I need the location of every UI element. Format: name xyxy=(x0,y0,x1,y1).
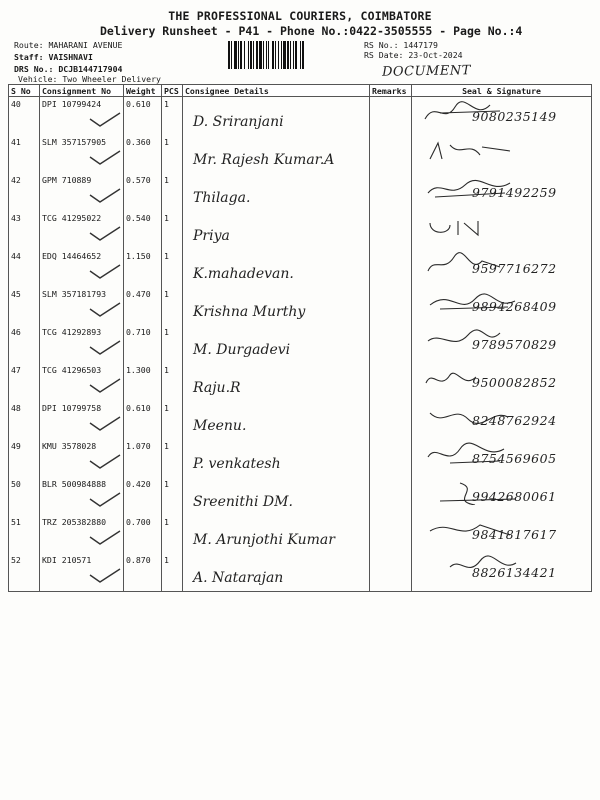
row-remarks xyxy=(370,249,412,287)
consignee-name-handwritten: Mr. Rajesh Kumar.A xyxy=(193,152,335,168)
row-consignment-no xyxy=(40,211,124,249)
row-signature xyxy=(412,477,592,515)
row-sno: 47 xyxy=(9,363,40,401)
receiver-phone-handwritten: 9789570829 xyxy=(472,337,557,352)
table-row xyxy=(9,439,592,477)
row-pcs: 1 xyxy=(162,515,183,553)
row-consignee xyxy=(183,401,370,439)
col-signature-header: Seal & Signature xyxy=(412,85,592,97)
col-pcs-header: PCS xyxy=(162,85,183,97)
checkmark-icon xyxy=(88,453,122,469)
consignee-name-handwritten: K.mahadevan. xyxy=(193,266,294,282)
row-pcs: 1 xyxy=(162,401,183,439)
checkmark-icon xyxy=(88,415,122,431)
table-row xyxy=(9,325,592,363)
row-weight: 0.710 xyxy=(124,325,162,363)
row-sno: 44 xyxy=(9,249,40,287)
consignment-number: BLR 500984888 xyxy=(42,479,107,489)
consignee-name-handwritten: Thilaga. xyxy=(193,190,251,206)
row-sno: 43 xyxy=(9,211,40,249)
checkmark-icon xyxy=(88,529,122,545)
consignee-name-handwritten: Raju.R xyxy=(193,380,241,396)
row-signature xyxy=(412,287,592,325)
table-row xyxy=(9,477,592,515)
checkmark-icon xyxy=(88,377,122,393)
consignee-name-handwritten: M. Durgadevi xyxy=(193,342,291,358)
row-consignee xyxy=(183,173,370,211)
checkmark-icon xyxy=(88,567,122,583)
receiver-phone-handwritten: 9500082852 xyxy=(472,375,557,390)
runsheet-subtitle: Delivery Runsheet - P41 - Phone No.:0422-3505555 - Page No.:4 xyxy=(100,24,523,38)
row-pcs: 1 xyxy=(162,363,183,401)
table-row xyxy=(9,249,592,287)
row-consignment-no xyxy=(40,135,124,173)
checkmark-icon xyxy=(88,149,122,165)
col-consignment-header: Consignment No xyxy=(40,85,124,97)
vehicle-text: Vehicle: Two Wheeler Delivery xyxy=(18,74,161,84)
consignment-number: TCG 41292893 xyxy=(42,327,102,337)
consignment-number: GPM 710889 xyxy=(42,175,92,185)
staff-text: Staff: VAISHNAVI xyxy=(14,52,93,62)
row-consignment-no xyxy=(40,173,124,211)
row-weight: 0.540 xyxy=(124,211,162,249)
row-signature xyxy=(412,325,592,363)
col-weight-header: Weight xyxy=(124,85,162,97)
receiver-phone-handwritten: 8754569605 xyxy=(472,451,557,466)
row-pcs: 1 xyxy=(162,211,183,249)
receiver-phone-handwritten: 9894268409 xyxy=(472,299,557,314)
row-signature xyxy=(412,401,592,439)
row-remarks xyxy=(370,477,412,515)
signature-scribble xyxy=(420,137,540,163)
row-sno: 45 xyxy=(9,287,40,325)
table-row xyxy=(9,401,592,439)
checkmark-icon xyxy=(88,263,122,279)
row-consignee xyxy=(183,287,370,325)
consignee-name-handwritten: Priya xyxy=(193,228,230,244)
row-consignment-no xyxy=(40,477,124,515)
table-row xyxy=(9,173,592,211)
table-row xyxy=(9,97,592,136)
row-signature xyxy=(412,97,592,136)
row-weight: 0.470 xyxy=(124,287,162,325)
row-remarks xyxy=(370,325,412,363)
row-remarks xyxy=(370,97,412,136)
row-pcs: 1 xyxy=(162,325,183,363)
row-pcs: 1 xyxy=(162,477,183,515)
col-consignee-header: Consignee Details xyxy=(183,85,370,97)
row-pcs: 1 xyxy=(162,287,183,325)
route-text: Route: MAHARANI AVENUE xyxy=(14,40,123,50)
row-remarks xyxy=(370,287,412,325)
row-pcs: 1 xyxy=(162,249,183,287)
row-sno: 46 xyxy=(9,325,40,363)
row-consignment-no xyxy=(40,401,124,439)
consignee-name-handwritten: M. Arunjothi Kumar xyxy=(193,532,335,548)
row-signature xyxy=(412,363,592,401)
checkmark-icon xyxy=(88,301,122,317)
table-row xyxy=(9,211,592,249)
row-weight: 0.870 xyxy=(124,553,162,592)
row-weight: 1.150 xyxy=(124,249,162,287)
consignment-number: KDI 210571 xyxy=(42,555,92,565)
receiver-phone-handwritten: 9080235149 xyxy=(472,109,557,124)
row-consignee xyxy=(183,553,370,592)
receiver-phone-handwritten: 9791492259 xyxy=(472,185,557,200)
row-weight: 0.420 xyxy=(124,477,162,515)
row-remarks xyxy=(370,211,412,249)
row-pcs: 1 xyxy=(162,439,183,477)
consignment-number: TRZ 205382880 xyxy=(42,517,107,527)
row-pcs: 1 xyxy=(162,553,183,592)
checkmark-icon xyxy=(88,187,122,203)
signature-scribble xyxy=(420,213,540,239)
row-signature xyxy=(412,135,592,173)
row-remarks xyxy=(370,363,412,401)
row-weight: 1.070 xyxy=(124,439,162,477)
row-sno: 52 xyxy=(9,553,40,592)
row-remarks xyxy=(370,135,412,173)
row-weight: 0.610 xyxy=(124,97,162,136)
table-header-row xyxy=(9,85,592,97)
table-row xyxy=(9,135,592,173)
row-sno: 48 xyxy=(9,401,40,439)
row-sno: 40 xyxy=(9,97,40,136)
document-handwritten-note: DOCUMENT xyxy=(381,63,471,80)
row-consignee xyxy=(183,135,370,173)
row-sno: 41 xyxy=(9,135,40,173)
consignee-name-handwritten: Meenu. xyxy=(193,418,247,434)
runsheet-title: THE PROFESSIONAL COURIERS, COIMBATORE xyxy=(168,9,432,23)
row-signature xyxy=(412,173,592,211)
consignment-number: TCG 41296503 xyxy=(42,365,102,375)
consignee-name-handwritten: Krishna Murthy xyxy=(193,304,306,320)
row-signature xyxy=(412,439,592,477)
row-consignment-no xyxy=(40,249,124,287)
row-remarks xyxy=(370,401,412,439)
receiver-phone-handwritten: 9841817617 xyxy=(472,527,557,542)
consignee-name-handwritten: Sreenithi DM. xyxy=(193,494,293,510)
row-sno: 49 xyxy=(9,439,40,477)
row-sno: 42 xyxy=(9,173,40,211)
row-consignment-no xyxy=(40,325,124,363)
row-consignee xyxy=(183,363,370,401)
row-consignment-no xyxy=(40,553,124,592)
checkmark-icon xyxy=(88,225,122,241)
row-consignee xyxy=(183,249,370,287)
drs-number: DRS No.: DCJB144717904 xyxy=(14,64,123,74)
table-row xyxy=(9,363,592,401)
consignee-name-handwritten: A. Natarajan xyxy=(193,570,284,586)
consignment-number: KMU 3578028 xyxy=(42,441,97,451)
row-signature xyxy=(412,515,592,553)
consignment-number: SLM 357157905 xyxy=(42,137,107,147)
receiver-phone-handwritten: 8826134421 xyxy=(472,565,557,580)
receiver-phone-handwritten: 8248762924 xyxy=(472,413,557,428)
row-pcs: 1 xyxy=(162,135,183,173)
row-consignment-no xyxy=(40,439,124,477)
row-consignee xyxy=(183,439,370,477)
consignee-name-handwritten: D. Sriranjani xyxy=(193,114,284,130)
row-weight: 0.610 xyxy=(124,401,162,439)
rs-date: RS Date: 23-Oct-2024 xyxy=(364,50,463,60)
rs-number: RS No.: 1447179 xyxy=(364,40,438,50)
checkmark-icon xyxy=(88,111,122,127)
table-row xyxy=(9,553,592,592)
consignee-name-handwritten: P. venkatesh xyxy=(193,456,281,472)
row-pcs: 1 xyxy=(162,97,183,136)
row-remarks xyxy=(370,173,412,211)
row-weight: 0.700 xyxy=(124,515,162,553)
table-row xyxy=(9,287,592,325)
row-consignment-no xyxy=(40,515,124,553)
col-remarks-header: Remarks xyxy=(370,85,412,97)
row-weight: 1.300 xyxy=(124,363,162,401)
row-consignee xyxy=(183,477,370,515)
row-sno: 51 xyxy=(9,515,40,553)
checkmark-icon xyxy=(88,339,122,355)
row-weight: 0.360 xyxy=(124,135,162,173)
row-consignee xyxy=(183,97,370,136)
row-signature xyxy=(412,249,592,287)
row-consignment-no xyxy=(40,97,124,136)
consignment-number: DPI 10799424 xyxy=(42,99,102,109)
barcode-image xyxy=(228,41,354,69)
col-sno-header: S No xyxy=(9,85,40,97)
consignment-number: DPI 10799758 xyxy=(42,403,102,413)
consignment-number: SLM 357181793 xyxy=(42,289,107,299)
checkmark-icon xyxy=(88,491,122,507)
row-consignment-no xyxy=(40,287,124,325)
row-sno: 50 xyxy=(9,477,40,515)
row-consignee xyxy=(183,515,370,553)
row-consignment-no xyxy=(40,363,124,401)
row-weight: 0.570 xyxy=(124,173,162,211)
row-consignee xyxy=(183,211,370,249)
row-pcs: 1 xyxy=(162,173,183,211)
row-remarks xyxy=(370,553,412,592)
runsheet-table xyxy=(8,84,592,592)
row-remarks xyxy=(370,515,412,553)
row-signature xyxy=(412,211,592,249)
receiver-phone-handwritten: 9942680061 xyxy=(472,489,557,504)
receiver-phone-handwritten: 9597716272 xyxy=(472,261,557,276)
table-row xyxy=(9,515,592,553)
consignment-number: EDQ 14464652 xyxy=(42,251,102,261)
row-signature xyxy=(412,553,592,592)
row-consignee xyxy=(183,325,370,363)
row-remarks xyxy=(370,439,412,477)
consignment-number: TCG 41295022 xyxy=(42,213,102,223)
